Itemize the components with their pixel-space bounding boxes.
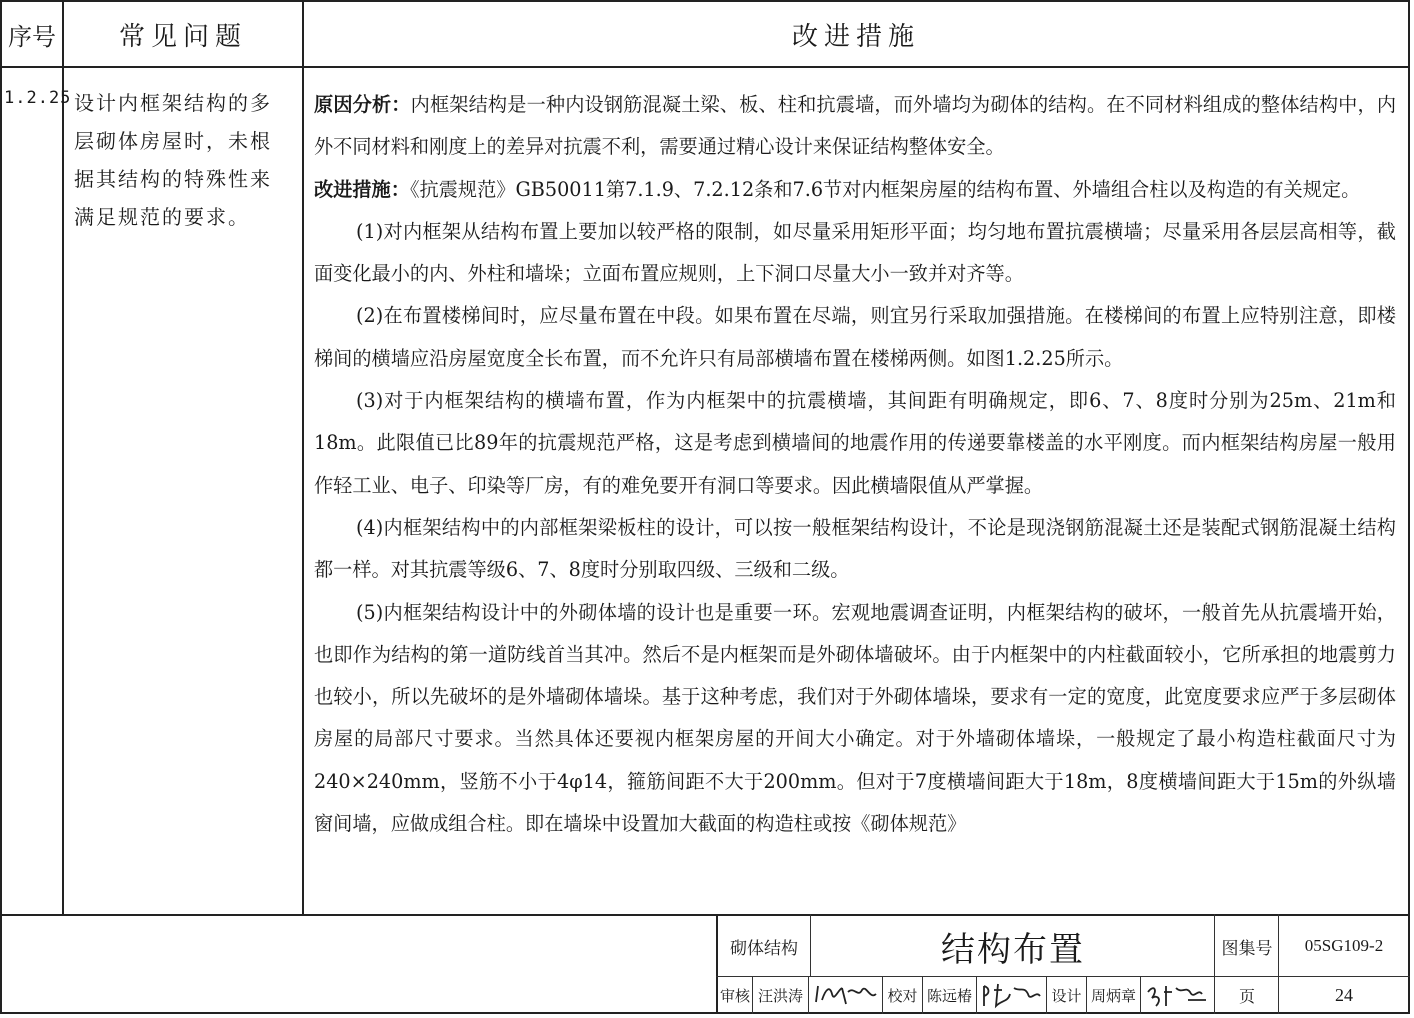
tb-review-name: 汪洪涛 [757, 986, 803, 1005]
header-problem [64, 0, 302, 68]
tb-atlas-right [1278, 914, 1279, 1014]
cause-text: 内框架结构是一种内设钢筋混凝土梁、板、柱和抗震墙，而外墙均为砌体的结构。在不同材料组成的整体结构中，内外不同材料和刚度上的差异对抗震不利，需要通过精心设计来保证结构整体安全。 [314, 93, 1397, 159]
tb-title: 结构布置 [941, 929, 1085, 970]
tb-title-right [1214, 914, 1215, 1014]
row-number: 1.2.25 [4, 88, 72, 108]
measure-paragraph [314, 169, 1396, 211]
measure-label: 改进措施： [314, 177, 410, 201]
tb-check-label: 校对 [887, 986, 918, 1005]
cause-paragraph [314, 84, 1396, 169]
col-divider-1 [62, 0, 64, 916]
tb-cat-right [810, 914, 811, 976]
tb-s2 [808, 976, 809, 1014]
measure-item-1: (1)对内框架从结构布置上要加以较严格的限制，如尽量采用矩形平面；均匀地布置抗震横墙；尽量采用各层层高相等，截面变化最小的内、外柱和墙垛；立面布置应规则，上下洞口尽量大小一致并对齐等。 [314, 219, 1396, 286]
header-no-text: 序号 [8, 22, 56, 51]
tb-atlas-no: 05SG109-2 [1304, 936, 1384, 955]
tb-design-name: 周炳章 [1090, 986, 1136, 1005]
frame-bottom [0, 1012, 1410, 1014]
col-divider-2 [302, 0, 304, 916]
tb-design-label: 设计 [1051, 986, 1082, 1005]
design-signature [1144, 980, 1212, 1010]
check-signature [980, 980, 1044, 1010]
tb-check-name: 陈远椿 [926, 986, 972, 1005]
frame-left [0, 0, 2, 1014]
measure-item-5: (5)内框架结构设计中的外砌体墙的设计也是重要一环。宏观地震调查证明，内框架结构的破坏，一般首先从抗震墙开始，也即作为结构的第一道防线首当其冲。然后不是内框架而是外砌体墙破坏。由于内框架中的内柱截面较小，它所承担的地震剪力也较小，所以先破坏的是外墙砌体墙垛。基于这种考虑，我们对于外砌体墙垛，要求有一定的宽度，此宽度要求应严于多层砌体房屋的局部尺寸要求。当然具体还要视内框架房屋的开间大小确定。对于外墙砌体墙垛，一般规定了最小构造柱截面尺寸为240×240mm，竖筋不小于4φ14，箍筋间距不大于200mm。但对于7度横墙间距大于18m，8度横墙间距大于15m的外纵墙窗间墙，应做成组合柱。即在墙垛中设置加大截面的构造柱或按《砌体规范》 [314, 600, 1396, 836]
header-problem-text: 常见问题 [118, 21, 247, 52]
tb-page-label: 页 [1238, 986, 1255, 1006]
measure-body [314, 84, 1396, 845]
header-measure-text: 改进措施 [791, 21, 920, 52]
header-no [2, 0, 62, 68]
tb-atlas-label: 图集号 [1221, 938, 1273, 959]
tb-review-label: 审核 [719, 986, 750, 1005]
measure-item-2: (2)在布置楼梯间时，应尽量布置在中段。如果布置在尽端，则宜另行采取加强措施。在楼梯间的布置上应特别注意，即楼梯间的横墙应沿房屋宽度全长布置，而不允许只有局部横墙布置在楼梯两侧。如图1.2.25所示。 [314, 304, 1396, 370]
measure-item-3: (3)对于内框架结构的横墙布置，作为内框架中的抗震横墙，其间距有明确规定，即6、7、8度时分别为25m、21m和18m。此限值已比89年的抗震规范严格，这是考虑到横墙间的地震作用的传递要靠楼盖的水平刚度。而内框架结构房屋一般用作轻工业、电子、印染等厂房，有的难免要开有洞口等要求。因此横墙限值从严掌握。 [314, 389, 1396, 497]
tb-category: 砌体结构 [730, 938, 798, 959]
measure-item-4: (4)内框架结构中的内部框架梁板柱的设计，可以按一般框架结构设计，不论是现浇钢筋混凝土还是装配式钢筋混凝土结构都一样。对其抗震等级6、7、8度时分别取四级、三级和二级。 [314, 515, 1396, 582]
measure-text: 《抗震规范》GB50011第7.1.9、7.2.12条和7.6节对内框架房屋的结构布置、外墙组合柱以及构造的有关规定。 [409, 177, 1361, 201]
tb-s8 [1140, 976, 1141, 1014]
problem-text: 设计内框架结构的多层砌体房屋时，未根据其结构的特殊性来满足规范的要求。 [74, 91, 272, 229]
frame-right [1408, 0, 1410, 1014]
tb-s5 [976, 976, 977, 1014]
cause-label: 原因分析： [314, 93, 411, 116]
review-signature [812, 980, 880, 1010]
tb-page-no: 24 [1335, 984, 1353, 1005]
tb-mid [716, 976, 1410, 977]
header-measure [304, 0, 1408, 68]
